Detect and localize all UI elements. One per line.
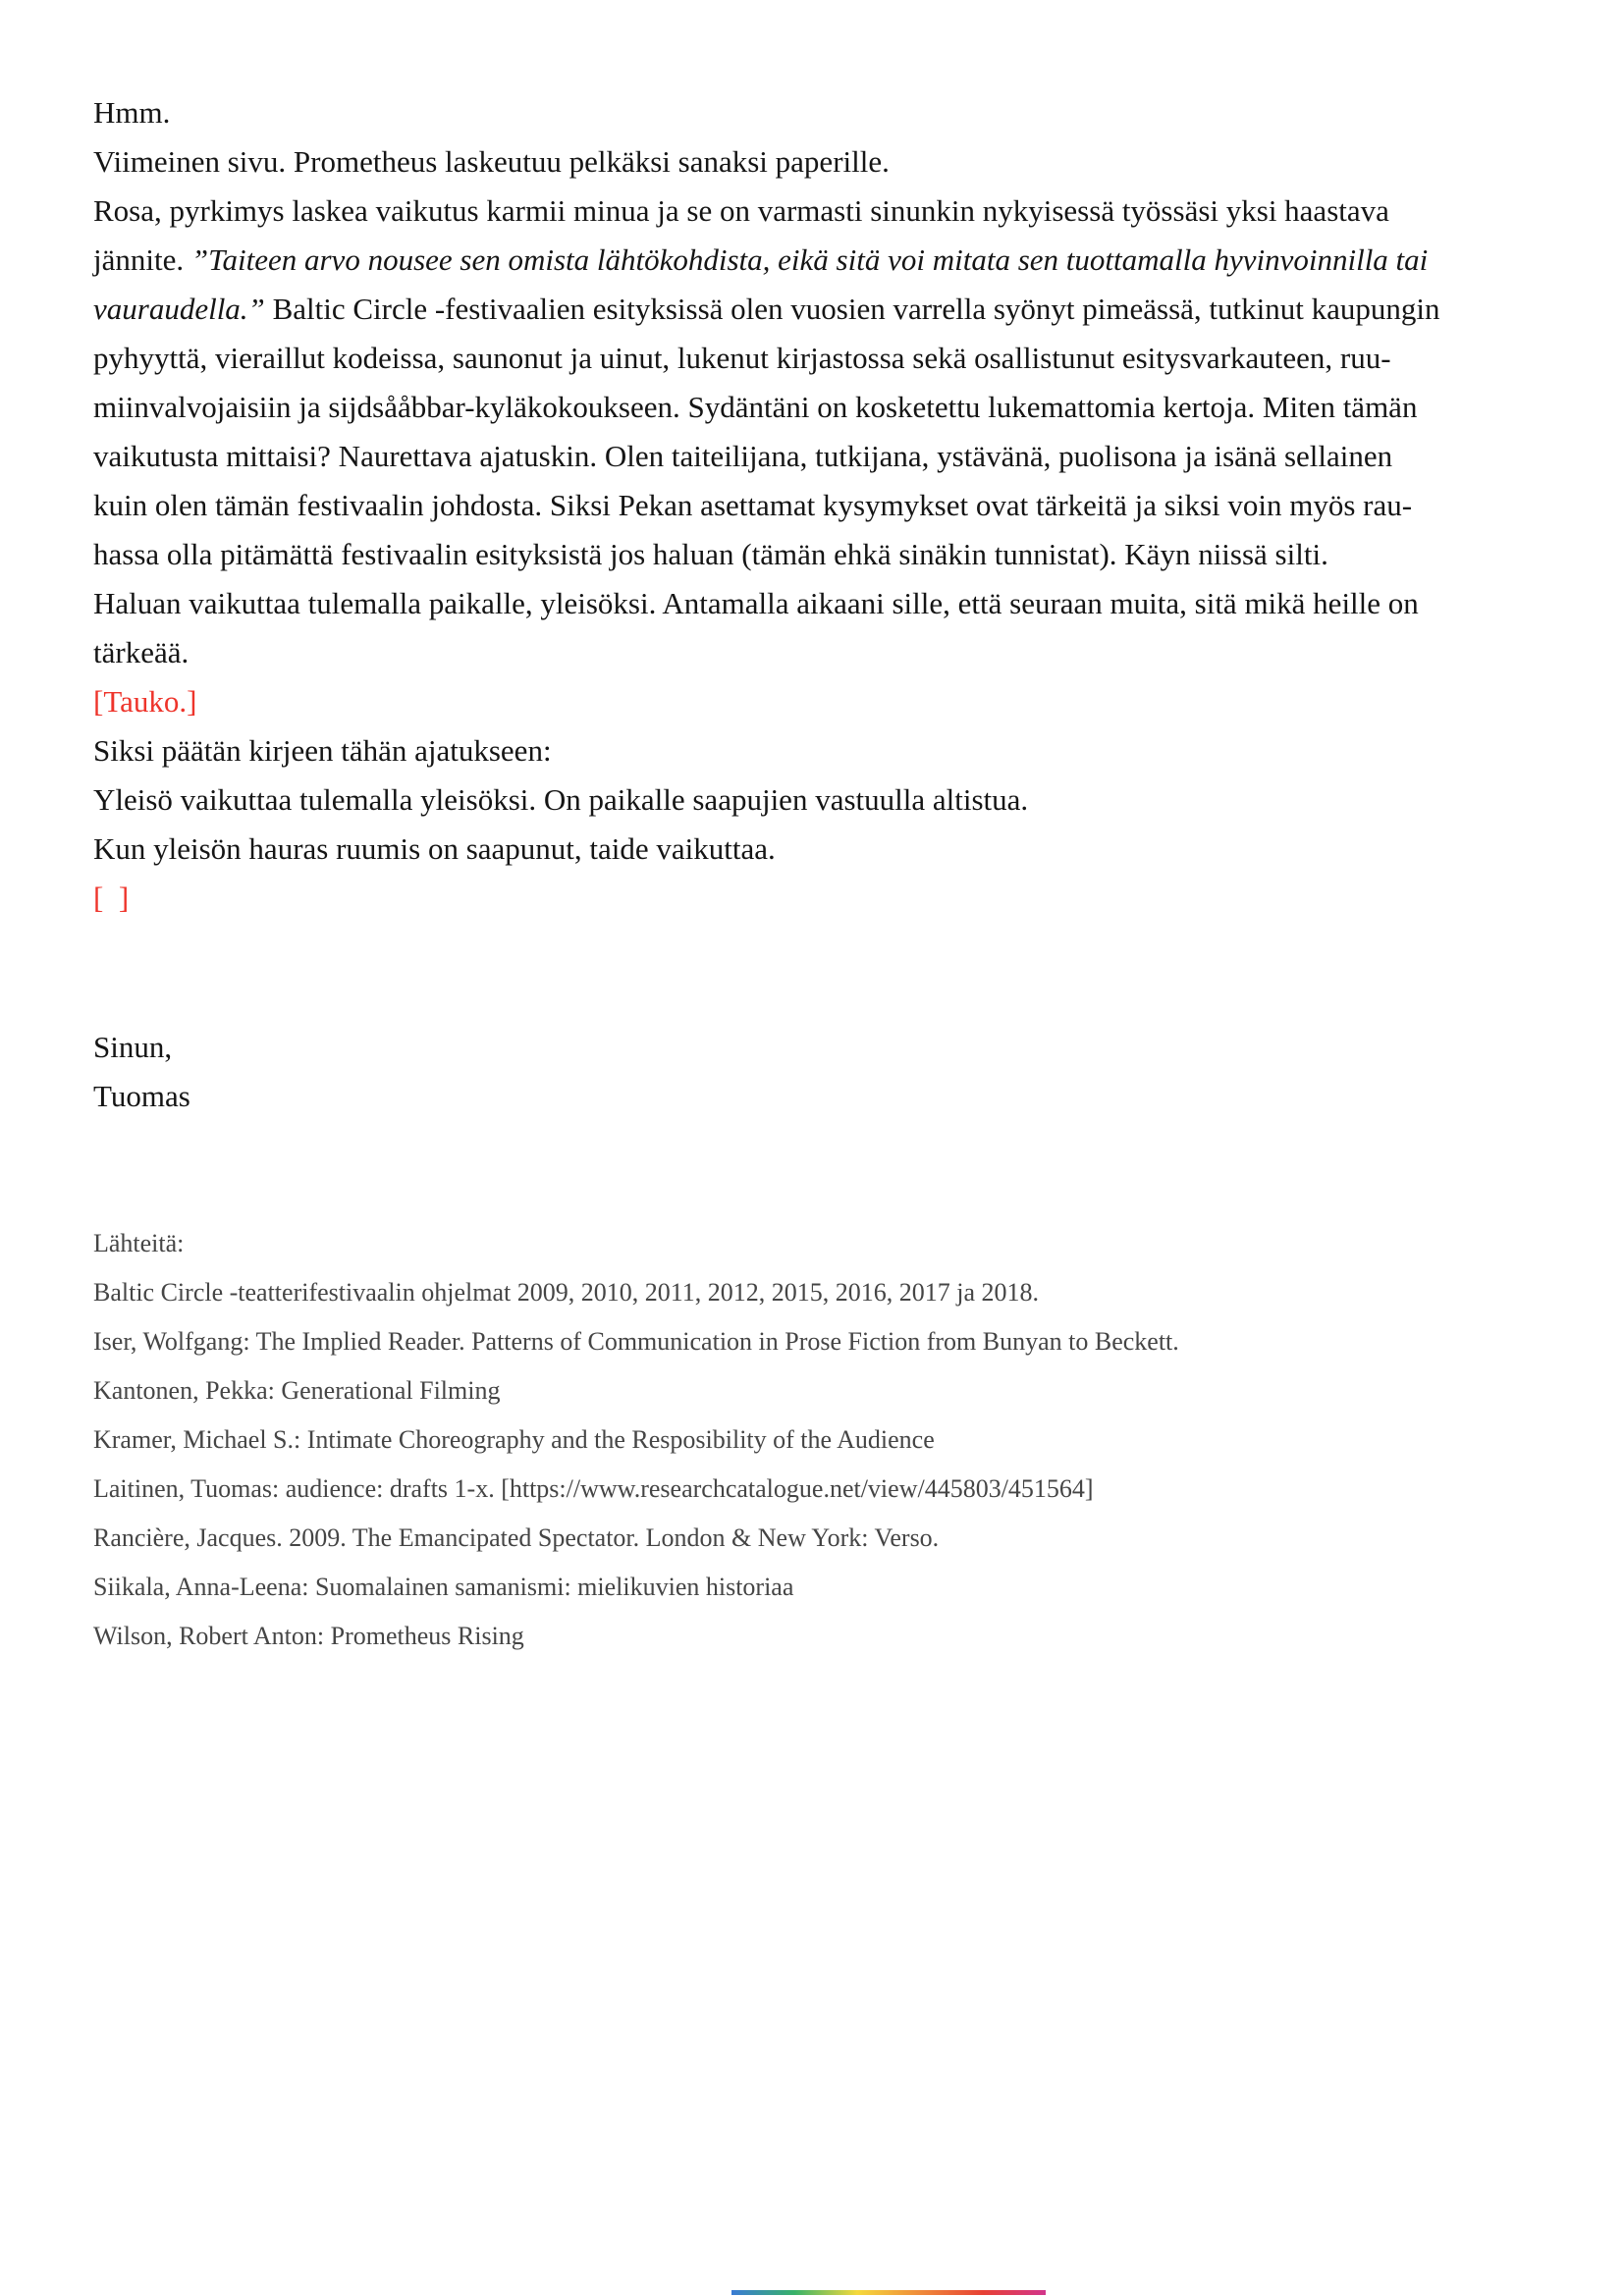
- reference-item: Iser, Wolfgang: The Implied Reader. Patterns of Communication in Prose Fiction from Bunyan to Beckett.: [93, 1327, 1179, 1356]
- reference-item: Siikala, Anna-Leena: Suomalainen samanismi: mielikuvien historiaa: [93, 1573, 794, 1601]
- reference-item: Laitinen, Tuomas: audience: drafts 1-x. [https://www.researchcatalogue.net/view/445803/451564]: [93, 1474, 1094, 1503]
- haluan-paragraph: Haluan vaikuttaa tulemalla paikalle, yleisöksi. Antamalla aikaani sille, että seuraan muita, sitä mikä heille on tärkeää.: [93, 586, 1419, 669]
- reference-item: Kantonen, Pekka: Generational Filming: [93, 1376, 501, 1405]
- empty-brackets-marker: [ ]: [93, 881, 130, 915]
- pause-marker: [Tauko.]: [93, 684, 197, 719]
- reference-item: Rancière, Jacques. 2009. The Emancipated Spectator. London & New York: Verso.: [93, 1523, 940, 1552]
- last-page-line: Viimeinen sivu. Prometheus laskeutuu pelkäksi sanaksi paperille.: [93, 144, 890, 179]
- rainbow-strip: [731, 2290, 1046, 2295]
- rosa-paragraph: Rosa, pyrkimys laskea vaikutus karmii minua ja se on varmasti sinunkin nykyisessä työssäsi yksi haastava jännite. ”Taiteen arvo nousee sen omista lähtökohdista, eikä sitä voi mitata sen tuottamalla hyvinvoinnilla tai vauraudella.” Baltic Circle -festivaalien esityksissä olen vuosien varrella syönyt pimeässä, tutkinut kaupungin pyhyyttä, vieraillut kodeissa, saunonut ja uinut, lukenut kirjastossa sekä osallistunut esitysvarkauteen, ruu- miinvalvojaisiin ja sijdsååbbar-kyläkokoukseen. Sydäntäni on kosketettu lukemattomia kertoja. Miten tämän vaikutusta mittaisi? Naurettava ajatuskin. Olen taiteilijana, tutkijana, ystävänä, puolisona ja isänä sellainen kuin olen tämän festivaalin johdosta. Siksi Pekan asettamat kysymykset ovat tärkeitä ja siksi voin myös rau- hassa olla pitämättä festivaalin esityksistä jos haluan (tämän ehkä sinäkin tunnistat). Käyn niissä silti.: [93, 193, 1440, 571]
- opening-line: Hmm.: [93, 95, 171, 130]
- reference-item: Kramer, Michael S.: Intimate Choreography and the Resposibility of the Audience: [93, 1425, 935, 1454]
- reference-list: [93, 1268, 1537, 1661]
- reference-item: Wilson, Robert Anton: Prometheus Rising: [93, 1622, 524, 1650]
- signature-closing: Sinun,: [93, 1030, 173, 1064]
- signature-block: [93, 1023, 1537, 1121]
- letter-body: [93, 88, 1537, 1661]
- reference-item: Baltic Circle -teatterifestivaalin ohjelmat 2009, 2010, 2011, 2012, 2015, 2016, 2017 ja 2018.: [93, 1278, 1040, 1307]
- references-heading: Lähteitä:: [93, 1229, 185, 1257]
- references-section: [93, 1219, 1537, 1661]
- siksi-line: Siksi päätän kirjeen tähän ajatukseen:: [93, 733, 552, 768]
- yleiso-line: Yleisö vaikuttaa tulemalla yleisöksi. On paikalle saapujien vastuulla altistua.: [93, 782, 1029, 817]
- signature-name: Tuomas: [93, 1079, 190, 1113]
- kun-line: Kun yleisön hauras ruumis on saapunut, taide vaikuttaa.: [93, 831, 776, 866]
